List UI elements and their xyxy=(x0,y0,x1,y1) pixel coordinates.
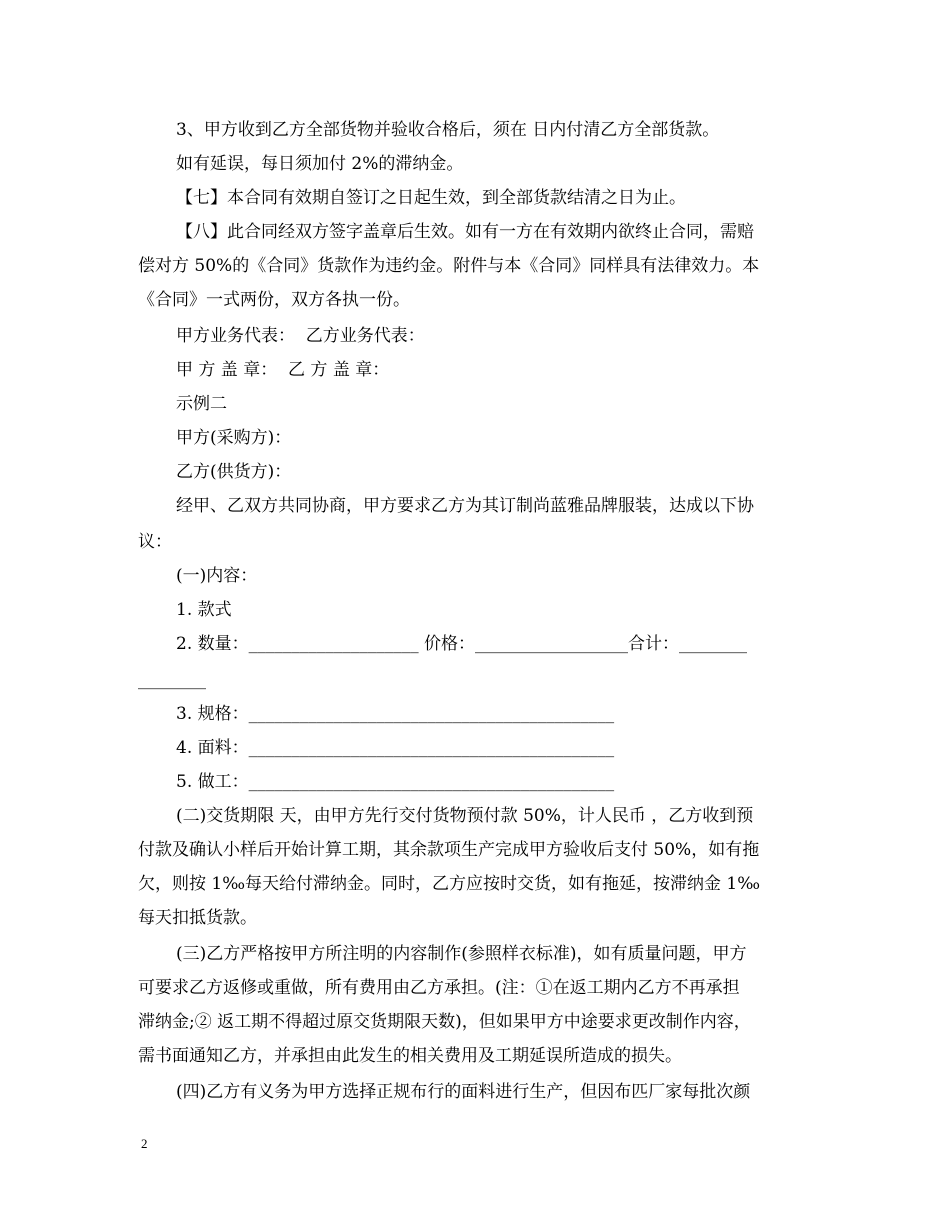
text-line: 【八】此合同经双方签字盖章后生效。如有一方在有效期内欲终止合同，需赔 xyxy=(176,222,754,242)
text-line: 《合同》一式两份，双方各执一份。 xyxy=(138,290,410,310)
text-line: (四)乙方有义务为甲方选择正规布行的面料进行生产，但因布匹厂家每批次颜 xyxy=(176,1082,751,1102)
text-line: 付款及确认小样后开始计算工期，其余款项生产完成甲方验收后支付 50%，如有拖 xyxy=(138,840,760,860)
text-line: 经甲、乙双方共同协商，甲方要求乙方为其订制尚蓝雅品牌服装，达成以下协 xyxy=(176,496,754,516)
text-line: 3、甲方收到乙方全部货物并验收合格后，须在 日内付清乙方全部货款。 xyxy=(176,120,720,140)
text-line: 甲 方 盖 章： 乙 方 盖 章： xyxy=(176,360,390,380)
text-line: 1. 款式 xyxy=(176,600,232,620)
section-heading: 示例二 xyxy=(176,394,227,414)
text-line: 乙方(供货方)： xyxy=(176,462,292,482)
text-line: (一)内容： xyxy=(176,566,258,586)
text-line: 可要求乙方返修或重做，所有费用由乙方承担。(注：①在返工期内乙方不再承担 xyxy=(138,978,740,998)
text-line: 甲方业务代表： 乙方业务代表： xyxy=(176,326,425,346)
text-line: 3. 规格：___________________________________________ xyxy=(176,704,615,724)
page-number: 2 xyxy=(141,1136,148,1151)
text-line: 需书面通知乙方，并承担由此发生的相关费用及工期延误所造成的损失。 xyxy=(138,1046,682,1066)
text-line: 5. 做工：___________________________________________ xyxy=(176,772,615,792)
text-line: 议： xyxy=(138,532,172,552)
text-line: 每天扣抵货款。 xyxy=(138,908,257,928)
text-line: (二)交货期限 天，由甲方先行交付货物预付款 50%，计人民币 ，乙方收到预 xyxy=(176,806,754,826)
text-line: 【七】本合同有效期自签订之日起生效，到全部货款结清之日为止。 xyxy=(176,188,686,208)
text-line: ________ xyxy=(138,670,206,690)
text-line: 偿对方 50%的《合同》货款作为违约金。附件与本《合同》同样具有法律效力。本 xyxy=(138,256,760,276)
text-line: 滞纳金;② 返工期不得超过原交货期限天数)，但如果甲方中途要求更改制作内容， xyxy=(138,1012,751,1032)
text-line: 2. 数量：____________________ 价格：__________________合计：________ xyxy=(176,634,748,654)
text-line: 甲方(采购方)： xyxy=(176,428,292,448)
text-line: 4. 面料：___________________________________________ xyxy=(176,738,615,758)
text-line: 如有延误，每日须加付 2%的滞纳金。 xyxy=(176,154,464,174)
text-line: 欠，则按 1‰每天给付滞纳金。同时，乙方应按时交货，如有拖延，按滞纳金 1‰ xyxy=(138,874,761,894)
text-line: (三)乙方严格按甲方所注明的内容制作(参照样衣标准)，如有质量问题，甲方 xyxy=(176,944,747,964)
